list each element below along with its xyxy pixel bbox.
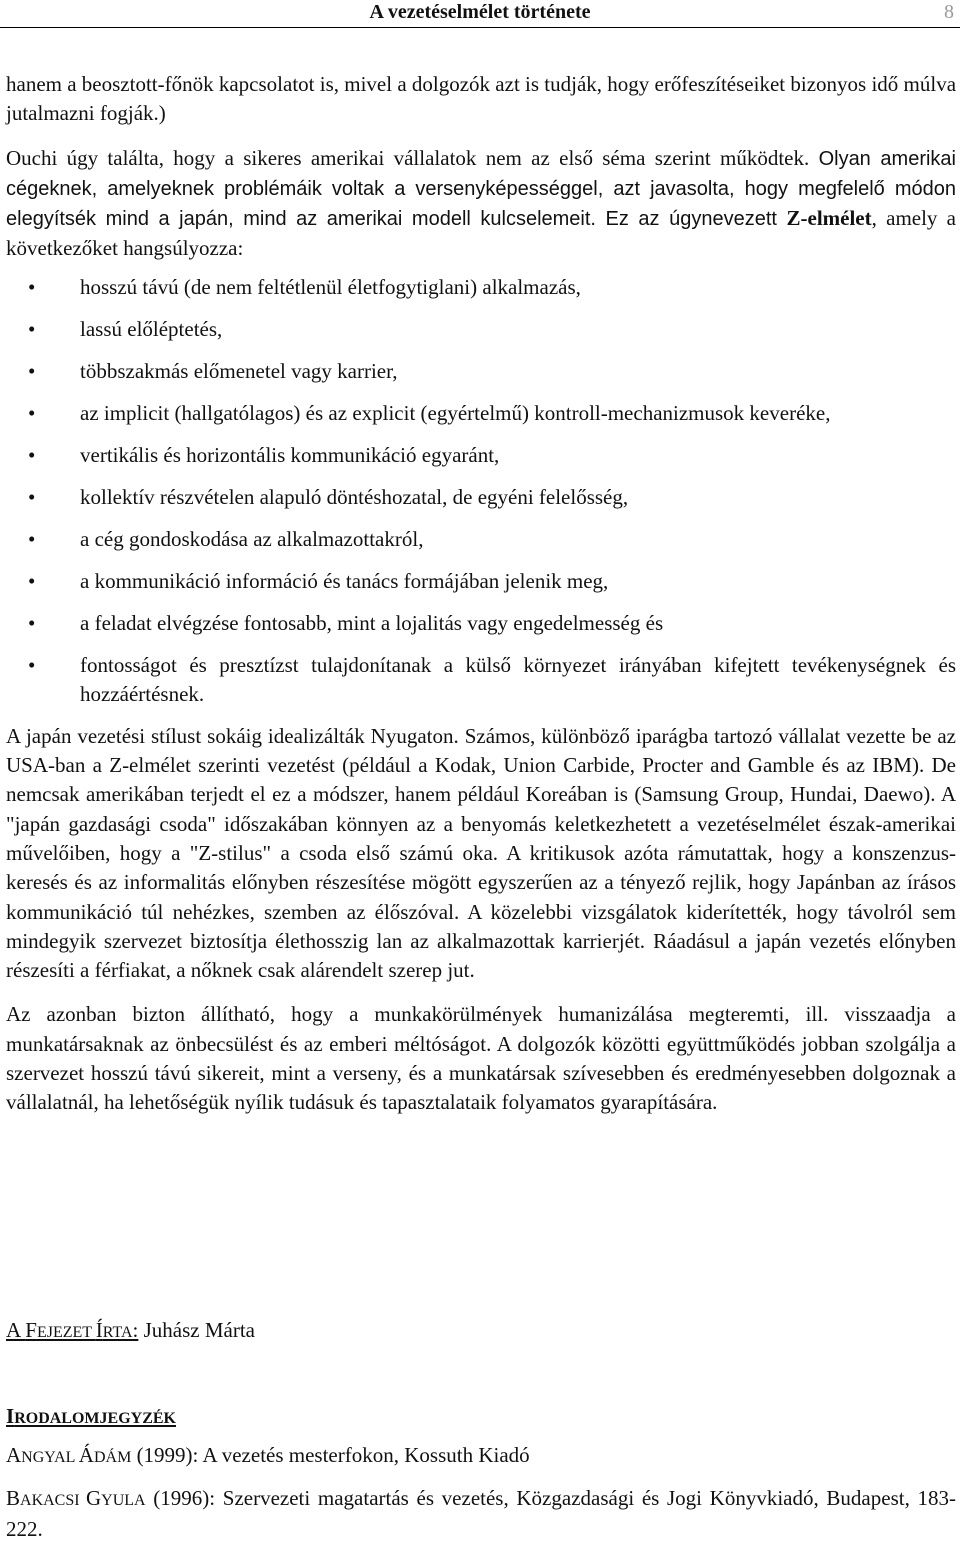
author-label: A FEJEZET ÍRTA:: [6, 1318, 139, 1342]
bullet-icon: •: [28, 484, 36, 509]
list-item: • a feladat elvégzése fontosabb, mint a lojalitás vagy engedelmesség és: [6, 609, 956, 638]
bullet-icon: •: [28, 652, 36, 677]
list-item: • fontosságot és presztízst tulajdonítanak a külső környezet irányában kifejtett tevékenységnek és hozzáértésnek.: [28, 652, 956, 706]
ouchi-sentence-2: Olyan amerikai cégeknek, amelyeknek problémáik voltak a versenyképességgel, azt javasolta, hogy megfelelő módon elegyítsék mind a japán, mind az amerikai modell kulcselemeit.: [6, 147, 956, 231]
list-item: • a cég gondoskodása az alkalmazottakról,: [6, 525, 956, 554]
bibliography-heading: IRODALOMJEGYZÉK: [6, 1404, 176, 1428]
bullet-icon: •: [28, 358, 36, 383]
bibliography-entry: ANGYAL ÁDÁM (1999): A vezetés mesterfokon, Kossuth Kiadó: [6, 1443, 530, 1467]
list-item: • az implicit (hallgatólagos) és az explicit (egyértelmű) kontroll-mechanizmusok keveréke,: [6, 399, 956, 428]
bullet-icon: •: [28, 568, 36, 593]
intro-paragraph: hanem a beosztott-főnök kapcsolatot is, mivel a dolgozók azt is tudják, hogy erőfeszítéseiket bizonyos idő múlva jutalmazni fogják.): [6, 72, 957, 126]
ouchi-paragraph: [6, 144, 956, 264]
japan-paragraph: A japán vezetési stílust sokáig idealizálták Nyugaton. Számos, különböző iparágba tartozó vállalat vezette be az USA-ban a Z-elmélet szerinti vezetést (például a Kodak, Union Carbide, Procter and Gamble és az IBM). De nemcsak amerikában terjedt el ez a módszer, hanem például Koreában is (Samsung Group, Hundai, Daewo). A "japán gazdasági csoda" időszakában könnyen az a benyomás keletkezhetett a vezetéselmélet észak-amerikai művelőiben, hogy a "Z-stilus" a csoda első számú oka. A kritikusok azóta rámutattak, hogy a konszenzus-keresés és az informalitás előnyben részesítése mögött egyszerűen az a tényező rejlik, hogy Japánban az írásos kommunikáció túl nehézkes, szemben az élőszóval. A közelebbi vizsgálatok kiderítették, hogy távolról sem mindegyik szervezet biztosítja élethosszig lan az alkalmazottak karrierjét. Ráadásul a japán vezetés előnyben részesíti a férfiakat, a nőknek csak alárendelt szerep jut.: [6, 723, 956, 983]
list-item: • hosszú távú (de nem feltétlenül életfogytiglani) alkalmazás,: [6, 273, 956, 302]
author-name: Juhász Márta: [138, 1318, 256, 1342]
ouchi-sentence-3: Ez az úgynevezett: [595, 208, 787, 231]
bullet-icon: •: [28, 400, 36, 425]
list-item: • vertikális és horizontális kommunikáció egyaránt,: [6, 441, 956, 470]
running-title: A vezetéselmélet története: [369, 1, 591, 23]
ouchi-sentence-4: , amely a következőket hangsúlyozza:: [6, 206, 956, 261]
page-header: [0, 0, 960, 28]
bibliography-entry: BAKACSI GYULA (1996): Szervezeti magatartás és vezetés, Közgazdasági és Jogi Könyvkiadó, Budapest, 183-222.: [6, 1486, 956, 1541]
bullet-icon: •: [28, 442, 36, 467]
humanization-paragraph: Az azonban bizton állítható, hogy a munkakörülmények humanizálása megteremti, ill. visszaadja a munkatársaknak az önbecsülést és az emberi méltóságot. A dolgozók közötti együttműködés jobban szolgálja a szervezet hosszú távú sikereit, mint a verseny, és a munkatársak szívesebben és eredményesebben dolgoznak a vállalatnál, ha lehetőségük nyílik tudásuk és tapasztalataik folyamatos gyarapítására.: [6, 1002, 956, 1115]
bullet-icon: •: [28, 316, 36, 341]
list-item: • lassú előléptetés,: [6, 315, 956, 344]
list-item: • kollektív részvételen alapuló döntéshozatal, de egyéni felelősség,: [6, 483, 956, 512]
z-theory-list: [6, 273, 956, 709]
list-item: • a kommunikáció információ és tanács formájában jelenik meg,: [6, 567, 956, 596]
bullet-icon: •: [28, 274, 36, 299]
bullet-icon: •: [28, 526, 36, 551]
list-item: • többszakmás előmenetel vagy karrier,: [6, 357, 956, 386]
page-number: 8: [944, 1, 954, 23]
ouchi-sentence-1: Ouchi úgy találta, hogy a sikeres amerikai vállalatok nem az első séma szerint működtek.: [6, 145, 810, 170]
chapter-author: [6, 1316, 255, 1347]
z-theory-term: Z-elmélet: [786, 206, 872, 231]
main-content: [6, 70, 956, 1118]
bullet-icon: •: [28, 610, 36, 635]
